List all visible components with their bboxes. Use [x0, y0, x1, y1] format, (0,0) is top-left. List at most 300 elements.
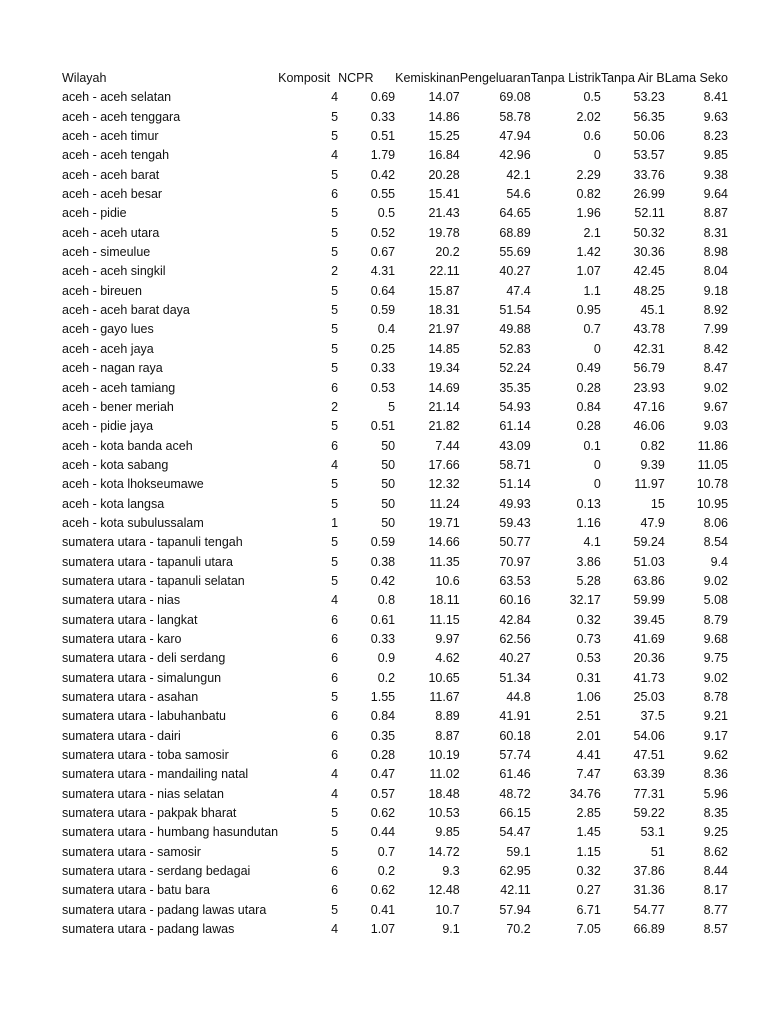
cell-value[interactable]: 10.95 [696, 496, 729, 511]
cell-value[interactable]: 39.45 [633, 612, 665, 627]
cell-value[interactable]: 0 [593, 477, 601, 492]
cell-value[interactable]: 1.42 [576, 245, 601, 260]
cell-wilayah[interactable]: aceh - aceh timur [62, 129, 159, 144]
cell-value[interactable]: 5 [331, 554, 339, 569]
cell-value[interactable]: 5 [331, 225, 339, 240]
cell-value[interactable]: 58.71 [499, 457, 531, 472]
cell-value[interactable]: 8.62 [703, 844, 729, 859]
cell-value[interactable]: 46.06 [633, 419, 665, 434]
cell-value[interactable]: 6 [331, 864, 339, 879]
cell-value[interactable]: 0.33 [370, 361, 396, 376]
cell-value[interactable]: 9.25 [703, 825, 729, 840]
cell-value[interactable]: 0.32 [576, 864, 601, 879]
cell-value[interactable]: 16.84 [428, 148, 460, 163]
cell-wilayah[interactable]: sumatera utara - tapanuli utara [62, 554, 233, 569]
cell-value[interactable]: 6 [331, 651, 339, 666]
cell-value[interactable]: 0.25 [370, 341, 396, 356]
cell-value[interactable]: 15.25 [428, 129, 460, 144]
cell-value[interactable]: 6 [331, 187, 339, 202]
cell-value[interactable]: 4.41 [576, 748, 601, 763]
cell-value[interactable]: 54.6 [506, 187, 531, 202]
cell-wilayah[interactable]: sumatera utara - nias selatan [62, 786, 224, 801]
cell-value[interactable]: 11.02 [429, 767, 460, 782]
cell-value[interactable]: 0.28 [370, 748, 396, 763]
cell-value[interactable]: 0.2 [377, 864, 396, 879]
header-tanpa-listrik[interactable]: Tanpa Listrik [530, 71, 601, 85]
cell-value[interactable]: 59.22 [633, 806, 665, 821]
cell-value[interactable]: 35.35 [499, 380, 531, 395]
cell-value[interactable]: 0.59 [370, 303, 396, 318]
cell-value[interactable]: 9.67 [703, 399, 729, 414]
cell-value[interactable]: 52.83 [499, 341, 531, 356]
cell-value[interactable]: 20.36 [633, 651, 665, 666]
cell-value[interactable]: 8.87 [435, 728, 460, 743]
cell-value[interactable]: 6.71 [576, 902, 601, 917]
cell-value[interactable]: 5 [331, 283, 339, 298]
cell-value[interactable]: 54.77 [633, 902, 665, 917]
cell-value[interactable]: 40.27 [499, 264, 531, 279]
cell-value[interactable]: 77.31 [633, 786, 665, 801]
cell-value[interactable]: 22.11 [429, 264, 460, 279]
header-tanpa-air[interactable]: Tanpa Air B [600, 71, 665, 85]
cell-value[interactable]: 0.1 [583, 438, 601, 453]
cell-value[interactable]: 11.05 [697, 457, 729, 472]
cell-value[interactable]: 0.6 [583, 129, 601, 144]
cell-value[interactable]: 9.63 [703, 109, 729, 124]
cell-value[interactable]: 0.47 [370, 767, 396, 782]
cell-value[interactable]: 0.8 [377, 593, 396, 608]
cell-value[interactable]: 52.11 [634, 206, 665, 221]
cell-value[interactable]: 0.27 [576, 883, 601, 898]
cell-value[interactable]: 11.97 [634, 477, 665, 492]
header-wilayah[interactable]: Wilayah [62, 71, 107, 85]
cell-value[interactable]: 8.57 [703, 922, 729, 937]
cell-value[interactable]: 5.96 [703, 786, 729, 801]
cell-value[interactable]: 49.88 [499, 322, 531, 337]
cell-wilayah[interactable]: aceh - nagan raya [62, 361, 163, 376]
cell-wilayah[interactable]: sumatera utara - deli serdang [62, 651, 226, 666]
cell-value[interactable]: 62.95 [499, 864, 531, 879]
header-komposit[interactable]: Komposit [278, 71, 331, 85]
cell-wilayah[interactable]: sumatera utara - simalungun [62, 670, 222, 685]
cell-value[interactable]: 6 [331, 728, 339, 743]
cell-value[interactable]: 48.25 [633, 283, 665, 298]
cell-value[interactable]: 1.07 [370, 922, 396, 937]
cell-wilayah[interactable]: sumatera utara - padang lawas utara [62, 902, 267, 917]
cell-wilayah[interactable]: sumatera utara - karo [62, 631, 182, 646]
cell-value[interactable]: 2.51 [576, 709, 601, 724]
cell-value[interactable]: 11.86 [697, 438, 729, 453]
cell-value[interactable]: 41.69 [633, 631, 665, 646]
cell-wilayah[interactable]: aceh - bener meriah [62, 399, 174, 414]
cell-value[interactable]: 5 [331, 303, 339, 318]
cell-value[interactable]: 1.1 [583, 283, 601, 298]
cell-value[interactable]: 0.52 [370, 225, 396, 240]
cell-value[interactable]: 9.02 [703, 573, 729, 588]
cell-value[interactable]: 50.77 [499, 535, 531, 550]
cell-value[interactable]: 2.02 [576, 109, 601, 124]
cell-value[interactable]: 14.72 [428, 844, 460, 859]
cell-wilayah[interactable]: sumatera utara - mandailing natal [62, 767, 249, 782]
cell-value[interactable]: 0.84 [370, 709, 396, 724]
cell-value[interactable]: 50 [381, 515, 396, 530]
cell-value[interactable]: 0.57 [370, 786, 396, 801]
cell-value[interactable]: 9.3 [442, 864, 460, 879]
cell-value[interactable]: 0.62 [370, 883, 396, 898]
cell-value[interactable]: 9.21 [703, 709, 729, 724]
cell-value[interactable]: 54.47 [499, 825, 531, 840]
cell-value[interactable]: 0.5 [377, 206, 396, 221]
cell-value[interactable]: 11.15 [429, 612, 460, 627]
cell-value[interactable]: 0.2 [377, 670, 396, 685]
cell-value[interactable]: 42.31 [633, 341, 665, 356]
cell-value[interactable]: 4.62 [435, 651, 460, 666]
cell-wilayah[interactable]: aceh - aceh singkil [62, 264, 166, 279]
cell-value[interactable]: 5 [331, 844, 339, 859]
cell-value[interactable]: 9.03 [703, 419, 729, 434]
cell-value[interactable]: 51.54 [499, 303, 531, 318]
cell-value[interactable]: 18.31 [428, 303, 460, 318]
cell-value[interactable]: 0.42 [370, 573, 396, 588]
cell-value[interactable]: 59.99 [633, 593, 665, 608]
cell-value[interactable]: 5 [388, 399, 396, 414]
cell-value[interactable]: 21.14 [428, 399, 460, 414]
cell-value[interactable]: 5 [331, 535, 339, 550]
cell-wilayah[interactable]: aceh - aceh jaya [62, 341, 154, 356]
cell-value[interactable]: 0.51 [370, 129, 396, 144]
cell-value[interactable]: 47.9 [640, 515, 665, 530]
cell-value[interactable]: 7.99 [703, 322, 729, 337]
cell-value[interactable]: 8.44 [703, 864, 729, 879]
cell-value[interactable]: 62.56 [499, 631, 531, 646]
cell-value[interactable]: 50 [381, 457, 396, 472]
cell-wilayah[interactable]: aceh - bireuen [62, 283, 142, 298]
cell-value[interactable]: 9.64 [703, 187, 729, 202]
cell-value[interactable]: 0.53 [370, 380, 396, 395]
cell-value[interactable]: 10.53 [428, 806, 460, 821]
cell-value[interactable]: 1.45 [576, 825, 601, 840]
cell-value[interactable]: 5 [331, 690, 339, 704]
cell-value[interactable]: 0.51 [370, 419, 396, 434]
cell-value[interactable]: 9.17 [703, 728, 729, 743]
cell-value[interactable]: 4 [331, 786, 339, 801]
cell-value[interactable]: 31.36 [633, 883, 665, 898]
cell-wilayah[interactable]: aceh - kota subulussalam [62, 515, 204, 530]
cell-value[interactable]: 15.41 [428, 187, 460, 202]
cell-value[interactable]: 68.89 [499, 225, 531, 240]
cell-value[interactable]: 20.28 [428, 167, 460, 182]
cell-value[interactable]: 10.7 [435, 902, 460, 917]
cell-value[interactable]: 17.66 [428, 457, 460, 472]
cell-value[interactable]: 0.5 [583, 90, 601, 105]
cell-value[interactable]: 0.41 [370, 902, 396, 917]
cell-value[interactable]: 1.15 [576, 844, 601, 859]
cell-wilayah[interactable]: sumatera utara - nias [62, 593, 181, 608]
cell-wilayah[interactable]: aceh - pidie jaya [62, 419, 154, 434]
cell-value[interactable]: 42.84 [499, 612, 531, 627]
cell-value[interactable]: 53.57 [633, 148, 665, 163]
cell-value[interactable]: 11.35 [429, 554, 460, 569]
cell-value[interactable]: 58.78 [499, 109, 531, 124]
cell-value[interactable]: 11.24 [429, 496, 460, 511]
cell-value[interactable]: 4 [331, 457, 339, 472]
cell-value[interactable]: 66.15 [499, 806, 531, 821]
cell-value[interactable]: 0.28 [576, 380, 601, 395]
cell-value[interactable]: 6 [331, 631, 339, 646]
cell-value[interactable]: 26.99 [633, 187, 665, 202]
cell-wilayah[interactable]: aceh - aceh tengah [62, 148, 170, 163]
cell-wilayah[interactable]: aceh - pidie [62, 206, 127, 221]
cell-wilayah[interactable]: sumatera utara - padang lawas [62, 922, 235, 937]
cell-wilayah[interactable]: sumatera utara - serdang bedagai [62, 864, 251, 879]
cell-value[interactable]: 70.97 [499, 554, 531, 569]
cell-value[interactable]: 9.1 [442, 922, 460, 937]
cell-value[interactable]: 41.73 [633, 670, 665, 685]
cell-value[interactable]: 4.31 [370, 264, 396, 279]
cell-value[interactable]: 51.34 [499, 670, 531, 685]
cell-value[interactable]: 0.13 [576, 496, 601, 511]
header-kemiskinan[interactable]: Kemiskinan [395, 71, 460, 85]
cell-value[interactable]: 10.19 [428, 748, 460, 763]
cell-value[interactable]: 48.72 [499, 786, 531, 801]
cell-value[interactable]: 1.79 [370, 148, 396, 163]
cell-value[interactable]: 47.51 [633, 748, 665, 763]
cell-value[interactable]: 4 [331, 922, 339, 937]
cell-value[interactable]: 60.16 [499, 593, 531, 608]
cell-value[interactable]: 4 [331, 90, 339, 105]
cell-value[interactable]: 23.93 [633, 380, 665, 395]
cell-value[interactable]: 8.87 [703, 206, 729, 221]
cell-value[interactable]: 42.96 [499, 148, 531, 163]
cell-value[interactable]: 0.95 [576, 303, 601, 318]
cell-wilayah[interactable]: aceh - simeulue [62, 245, 151, 260]
cell-wilayah[interactable]: aceh - aceh tenggara [62, 109, 181, 124]
cell-value[interactable]: 43.78 [633, 322, 665, 337]
cell-value[interactable]: 50.32 [633, 225, 665, 240]
cell-value[interactable]: 8.17 [703, 883, 729, 898]
cell-value[interactable]: 53.23 [633, 90, 665, 105]
cell-value[interactable]: 21.43 [428, 206, 460, 221]
cell-value[interactable]: 1.55 [370, 690, 396, 704]
cell-value[interactable]: 49.93 [499, 496, 531, 511]
cell-value[interactable]: 20.2 [435, 245, 460, 260]
cell-value[interactable]: 0.32 [576, 612, 601, 627]
cell-value[interactable]: 5 [331, 496, 339, 511]
cell-value[interactable]: 9.38 [703, 167, 729, 182]
cell-value[interactable]: 2.01 [576, 728, 601, 743]
cell-wilayah[interactable]: aceh - aceh selatan [62, 90, 172, 105]
cell-value[interactable]: 6 [331, 380, 339, 395]
cell-value[interactable]: 7.05 [576, 922, 601, 937]
cell-value[interactable]: 2 [331, 399, 339, 414]
cell-value[interactable]: 51.14 [499, 477, 531, 492]
cell-wilayah[interactable]: sumatera utara - pakpak bharat [62, 806, 237, 821]
cell-value[interactable]: 47.16 [633, 399, 665, 414]
cell-value[interactable]: 5.28 [576, 573, 601, 588]
cell-wilayah[interactable]: sumatera utara - humbang hasundutan [62, 825, 279, 840]
cell-value[interactable]: 40.27 [499, 651, 531, 666]
cell-value[interactable]: 32.17 [569, 593, 601, 608]
cell-value[interactable]: 0.82 [576, 187, 601, 202]
cell-wilayah[interactable]: sumatera utara - samosir [62, 844, 201, 859]
cell-wilayah[interactable]: aceh - aceh besar [62, 187, 163, 202]
cell-value[interactable]: 5 [331, 825, 339, 840]
cell-wilayah[interactable]: aceh - aceh barat daya [62, 303, 190, 318]
cell-value[interactable]: 0.38 [370, 554, 396, 569]
cell-value[interactable]: 52.24 [499, 361, 531, 376]
cell-value[interactable]: 4 [331, 593, 339, 608]
cell-value[interactable]: 6 [331, 709, 339, 724]
cell-value[interactable]: 59.43 [499, 515, 531, 530]
cell-value[interactable]: 25.03 [633, 690, 665, 704]
cell-value[interactable]: 5 [331, 109, 339, 124]
cell-value[interactable]: 21.82 [428, 419, 460, 434]
cell-value[interactable]: 6 [331, 670, 339, 685]
cell-value[interactable]: 50 [381, 438, 396, 453]
cell-value[interactable]: 15 [650, 496, 665, 511]
cell-value[interactable]: 8.77 [703, 902, 729, 917]
cell-value[interactable]: 10.78 [696, 477, 729, 492]
cell-value[interactable]: 6 [331, 748, 339, 763]
cell-value[interactable]: 0.7 [377, 844, 396, 859]
cell-value[interactable]: 8.79 [703, 612, 729, 627]
cell-value[interactable]: 42.1 [506, 167, 531, 182]
cell-value[interactable]: 5.08 [703, 593, 729, 608]
cell-value[interactable]: 6 [331, 883, 339, 898]
cell-value[interactable]: 41.91 [499, 709, 531, 724]
cell-value[interactable]: 66.89 [633, 922, 665, 937]
cell-value[interactable]: 0.67 [370, 245, 396, 260]
cell-value[interactable]: 57.94 [499, 902, 531, 917]
cell-value[interactable]: 51 [650, 844, 665, 859]
cell-value[interactable]: 10.65 [428, 670, 460, 685]
cell-wilayah[interactable]: sumatera utara - labuhanbatu [62, 709, 226, 724]
cell-value[interactable]: 59.1 [506, 844, 531, 859]
cell-value[interactable]: 47.94 [499, 129, 531, 144]
cell-value[interactable]: 2.29 [576, 167, 601, 182]
cell-value[interactable]: 9.39 [640, 457, 665, 472]
cell-wilayah[interactable]: sumatera utara - dairi [62, 728, 181, 743]
cell-wilayah[interactable]: sumatera utara - batu bara [62, 883, 210, 898]
cell-value[interactable]: 0 [593, 341, 601, 356]
cell-value[interactable]: 33.76 [633, 167, 665, 182]
cell-value[interactable]: 69.08 [499, 90, 531, 105]
cell-value[interactable]: 0.84 [576, 399, 601, 414]
cell-value[interactable]: 0.31 [576, 670, 601, 685]
cell-value[interactable]: 51.03 [633, 554, 665, 569]
cell-value[interactable]: 0.73 [576, 631, 601, 646]
cell-value[interactable]: 5 [331, 419, 339, 434]
cell-value[interactable]: 0.59 [370, 535, 396, 550]
cell-value[interactable]: 2.1 [583, 225, 601, 240]
cell-value[interactable]: 63.86 [633, 573, 665, 588]
cell-value[interactable]: 8.36 [703, 767, 729, 782]
cell-value[interactable]: 0.7 [583, 322, 601, 337]
cell-value[interactable]: 4.1 [583, 535, 601, 550]
cell-value[interactable]: 61.46 [499, 767, 531, 782]
cell-value[interactable]: 63.53 [499, 573, 531, 588]
cell-value[interactable]: 30.36 [633, 245, 665, 260]
cell-value[interactable]: 18.48 [428, 786, 460, 801]
cell-value[interactable]: 8.06 [703, 515, 729, 530]
cell-value[interactable]: 8.35 [703, 806, 729, 821]
cell-value[interactable]: 0.49 [576, 361, 601, 376]
cell-value[interactable]: 5 [331, 902, 339, 917]
cell-wilayah[interactable]: aceh - kota sabang [62, 457, 169, 472]
cell-value[interactable]: 19.34 [428, 361, 460, 376]
cell-value[interactable]: 0.62 [370, 806, 396, 821]
cell-value[interactable]: 0 [593, 148, 601, 163]
cell-wilayah[interactable]: aceh - gayo lues [62, 322, 154, 337]
cell-value[interactable]: 50.06 [633, 129, 665, 144]
cell-wilayah[interactable]: sumatera utara - toba samosir [62, 748, 229, 763]
cell-value[interactable]: 0.9 [377, 651, 396, 666]
cell-wilayah[interactable]: sumatera utara - langkat [62, 612, 198, 627]
cell-value[interactable]: 0.4 [377, 322, 396, 337]
cell-value[interactable]: 50 [381, 477, 396, 492]
cell-value[interactable]: 0.55 [370, 187, 396, 202]
cell-value[interactable]: 9.85 [435, 825, 460, 840]
cell-value[interactable]: 8.98 [703, 245, 729, 260]
cell-value[interactable]: 12.32 [428, 477, 460, 492]
cell-value[interactable]: 14.69 [428, 380, 460, 395]
cell-wilayah[interactable]: aceh - kota banda aceh [62, 438, 193, 453]
cell-value[interactable]: 54.06 [633, 728, 665, 743]
cell-value[interactable]: 37.5 [640, 709, 665, 724]
cell-value[interactable]: 9.02 [703, 380, 729, 395]
cell-value[interactable]: 42.45 [633, 264, 665, 279]
cell-value[interactable]: 8.47 [703, 361, 729, 376]
cell-value[interactable]: 8.92 [703, 303, 729, 318]
cell-value[interactable]: 54.93 [499, 399, 531, 414]
cell-value[interactable]: 9.18 [703, 283, 729, 298]
cell-value[interactable]: 0.53 [576, 651, 601, 666]
cell-value[interactable]: 55.69 [499, 245, 531, 260]
cell-value[interactable]: 45.1 [640, 303, 665, 318]
cell-value[interactable]: 0.82 [640, 438, 665, 453]
cell-value[interactable]: 1.06 [576, 690, 601, 704]
cell-value[interactable]: 9.97 [435, 631, 460, 646]
cell-wilayah[interactable]: aceh - kota lhokseumawe [62, 477, 204, 492]
cell-value[interactable]: 5 [331, 167, 339, 182]
cell-value[interactable]: 0.33 [370, 109, 396, 124]
header-ncpr[interactable]: NCPR [338, 71, 374, 85]
cell-value[interactable]: 42.11 [500, 883, 531, 898]
cell-value[interactable]: 8.41 [703, 90, 729, 105]
cell-wilayah[interactable]: aceh - aceh tamiang [62, 380, 176, 395]
cell-value[interactable]: 0.42 [370, 167, 396, 182]
cell-wilayah[interactable]: aceh - kota langsa [62, 496, 165, 511]
cell-value[interactable]: 34.76 [569, 786, 601, 801]
cell-wilayah[interactable]: sumatera utara - asahan [62, 690, 199, 704]
cell-value[interactable]: 70.2 [506, 922, 531, 937]
cell-value[interactable]: 0.35 [370, 728, 396, 743]
cell-value[interactable]: 56.79 [633, 361, 665, 376]
cell-value[interactable]: 9.75 [703, 651, 729, 666]
cell-value[interactable]: 21.97 [428, 322, 460, 337]
cell-value[interactable]: 60.18 [499, 728, 531, 743]
cell-value[interactable]: 61.14 [499, 419, 531, 434]
cell-value[interactable]: 50 [381, 496, 396, 511]
cell-value[interactable]: 18.11 [429, 593, 460, 608]
cell-value[interactable]: 19.71 [428, 515, 460, 530]
cell-value[interactable]: 7.47 [576, 767, 601, 782]
cell-value[interactable]: 0.28 [576, 419, 601, 434]
cell-value[interactable]: 14.85 [428, 341, 460, 356]
cell-value[interactable]: 1.07 [576, 264, 601, 279]
cell-value[interactable]: 1.96 [576, 206, 601, 221]
cell-value[interactable]: 14.07 [428, 90, 460, 105]
